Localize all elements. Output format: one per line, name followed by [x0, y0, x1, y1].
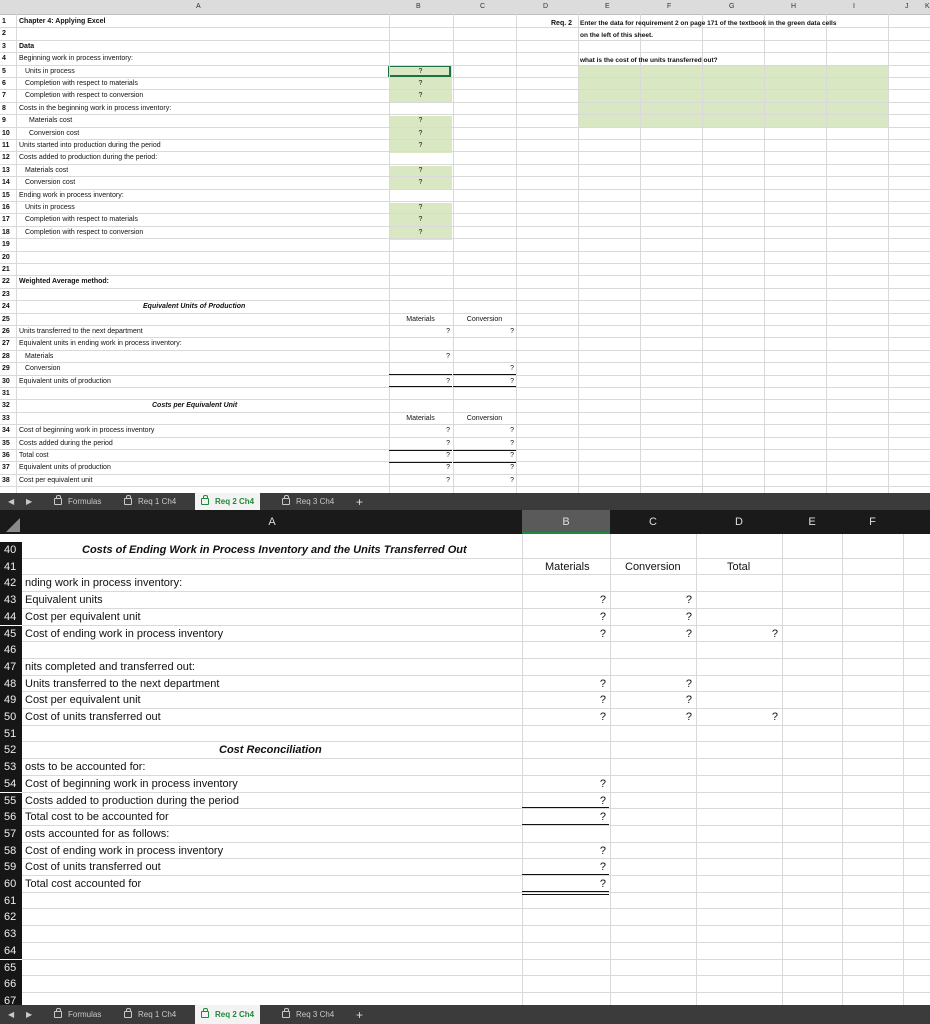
underline-b55: [522, 807, 609, 808]
row-label[interactable]: Chapter 4: Applying Excel: [19, 18, 106, 25]
row-number[interactable]: 8: [2, 104, 6, 112]
row-number[interactable]: 53: [0, 759, 22, 776]
row-number[interactable]: 22: [2, 278, 10, 286]
lock-icon: [54, 1011, 62, 1018]
gridline: [0, 201, 930, 202]
underline-b60b: [522, 894, 609, 895]
gridline: [0, 102, 930, 103]
lock-icon: [124, 498, 132, 505]
row-number[interactable]: 23: [2, 290, 10, 298]
row-label[interactable]: Materials: [25, 352, 54, 360]
row-number[interactable]: 32: [2, 402, 10, 410]
gridline: [0, 238, 930, 239]
top-sheet: [0, 0, 930, 493]
column-header[interactable]: F: [869, 516, 876, 528]
section-title: Costs of Ending Work in Process Inventory and the Units Transferred Out: [82, 544, 467, 556]
row-label[interactable]: Conversion cost: [29, 129, 80, 137]
row-number[interactable]: 41: [0, 559, 22, 576]
bottom-sheet: [0, 510, 930, 1005]
row-label[interactable]: Cost of units transferred out: [25, 711, 161, 723]
row-number[interactable]: 13: [2, 166, 10, 174]
column-header[interactable]: A: [268, 516, 276, 528]
row-label[interactable]: Conversion: [25, 365, 61, 373]
row-label[interactable]: Units transferred to the next department: [19, 328, 143, 335]
row-number[interactable]: 30: [2, 377, 10, 385]
row-label[interactable]: Equivalent units: [25, 594, 103, 607]
cell-c[interactable]: ?: [685, 677, 692, 690]
gridline: [16, 14, 17, 493]
row-number[interactable]: 60: [0, 876, 22, 893]
add-sheet-button[interactable]: +: [356, 494, 364, 509]
cell-c[interactable]: ?: [510, 476, 514, 484]
row-number[interactable]: 26: [2, 328, 10, 335]
row-label[interactable]: Completion with respect to conversion: [25, 228, 144, 236]
gridline: [22, 992, 930, 993]
gridline: [22, 959, 930, 960]
select-all-corner[interactable]: [0, 510, 22, 534]
gridline: [696, 534, 697, 1005]
cell-b[interactable]: ?: [599, 844, 606, 857]
row-number[interactable]: 27: [2, 340, 10, 348]
row-number[interactable]: 59: [0, 859, 22, 876]
gridline: [0, 65, 930, 66]
tab-label: Formulas: [68, 1010, 102, 1019]
row-number[interactable]: 7: [2, 92, 6, 100]
row-number[interactable]: 9: [2, 117, 6, 125]
row-label[interactable]: Equivalent units of production: [19, 377, 111, 385]
gridline: [0, 151, 930, 152]
row-label[interactable]: osts accounted for as follows:: [25, 827, 170, 840]
row-label[interactable]: Total cost: [19, 452, 49, 459]
gridline: [0, 251, 930, 252]
row-label[interactable]: Costs in the beginning work in process inventory:: [19, 104, 172, 112]
row-label[interactable]: Cost per equivalent unit: [25, 694, 141, 707]
cell-c[interactable]: ?: [510, 365, 514, 373]
cell-c[interactable]: ?: [685, 694, 692, 707]
cell-d[interactable]: ?: [771, 711, 778, 723]
lock-icon: [201, 498, 209, 505]
underline-c30: [453, 386, 516, 387]
row-number[interactable]: 17: [2, 216, 10, 224]
row-number[interactable]: 18: [2, 228, 10, 236]
row-label[interactable]: Units started into production during the period: [19, 142, 161, 149]
cell-c[interactable]: ?: [510, 328, 514, 335]
row-number[interactable]: 40: [0, 542, 22, 559]
header-conversion: Conversion: [625, 561, 681, 573]
gridline: [0, 412, 930, 413]
gridline: [640, 14, 641, 493]
gridline: [0, 313, 930, 314]
req-instruction-line1: Enter the data for requirement 2 on page 171 of the textbook in the green data cells: [580, 20, 837, 27]
tab-formulas[interactable]: [54, 1005, 101, 1024]
row-label[interactable]: Weighted Average method:: [19, 278, 109, 286]
row-number[interactable]: 63: [0, 926, 22, 943]
cell-d[interactable]: ?: [771, 627, 778, 640]
row-label[interactable]: nding work in process inventory:: [25, 577, 183, 590]
cell-c[interactable]: ?: [510, 439, 514, 447]
tab-formulas[interactable]: [54, 493, 101, 510]
row-number[interactable]: 56: [0, 809, 22, 826]
row-number[interactable]: 2: [2, 30, 6, 38]
tab-label: Req 2 Ch4: [215, 497, 255, 506]
column-header[interactable]: A: [196, 3, 201, 10]
row-label[interactable]: Costs added to production during the period:: [19, 154, 158, 162]
row-label[interactable]: Equivalent Units of Production: [143, 303, 246, 311]
row-number[interactable]: 34: [2, 427, 10, 435]
gridline: [22, 892, 930, 893]
column-header[interactable]: D: [543, 3, 549, 10]
underline-c35: [453, 450, 516, 451]
cell-b[interactable]: ?: [418, 92, 423, 100]
gridline: [0, 350, 930, 351]
row-number[interactable]: 3: [2, 42, 6, 50]
row-number[interactable]: 37: [2, 464, 10, 472]
gridline: [0, 300, 930, 301]
gridline: [0, 337, 930, 338]
row-number[interactable]: 45: [0, 626, 22, 643]
row-number[interactable]: 46: [0, 642, 22, 659]
row-number[interactable]: 6: [2, 80, 6, 87]
cell-b[interactable]: ?: [599, 594, 606, 607]
cell-b[interactable]: ?: [418, 179, 423, 187]
row-number[interactable]: 35: [2, 439, 10, 447]
gridline: [0, 226, 930, 227]
row-number[interactable]: 33: [2, 414, 10, 422]
column-header[interactable]: C: [649, 516, 657, 528]
req-instruction-line2: on the left of this sheet.: [580, 32, 653, 39]
cell-b[interactable]: ?: [446, 377, 450, 385]
underline-b56: [522, 824, 609, 825]
gridline: [0, 40, 930, 41]
row-label[interactable]: Costs added during the period: [19, 439, 113, 447]
underline-b35: [389, 450, 452, 451]
cell-b[interactable]: ?: [418, 228, 423, 236]
cell-c[interactable]: ?: [685, 627, 692, 640]
row-label[interactable]: Completion with respect to materials: [25, 80, 138, 87]
cell-b[interactable]: ?: [418, 216, 423, 224]
gridline: [0, 213, 930, 214]
tab-req3-ch4[interactable]: [282, 1005, 334, 1024]
underline-b36: [389, 462, 452, 463]
cell-b[interactable]: ?: [599, 777, 606, 790]
tab-label: Req 3 Ch4: [296, 497, 335, 506]
row-label[interactable]: Data: [19, 42, 35, 50]
row-label[interactable]: Units in process: [25, 67, 75, 75]
gridline: [22, 942, 930, 943]
cell-b[interactable]: ?: [418, 117, 423, 125]
row-label[interactable]: Cost per equivalent unit: [25, 610, 141, 623]
cell-b[interactable]: ?: [599, 861, 606, 874]
cell-b[interactable]: ?: [446, 464, 450, 472]
column-header[interactable]: I: [853, 3, 855, 10]
tab-label: Req 1 Ch4: [138, 1010, 177, 1019]
column-header[interactable]: H: [791, 3, 797, 10]
gridline: [22, 741, 930, 742]
cell-b[interactable]: ?: [418, 67, 423, 75]
underline-b60a: [522, 891, 609, 892]
cell-b[interactable]: ?: [599, 694, 606, 707]
cell-c[interactable]: ?: [685, 610, 692, 623]
gridline: [0, 189, 930, 190]
row-number[interactable]: 64: [0, 943, 22, 960]
column-header[interactable]: B: [522, 510, 610, 534]
cell-c[interactable]: Conversion: [466, 315, 503, 323]
gridline: [0, 362, 930, 363]
cell-b[interactable]: ?: [446, 427, 450, 435]
row-label[interactable]: Cost of beginning work in process inventory: [19, 427, 155, 435]
row-number[interactable]: 14: [2, 179, 10, 187]
gridline: [578, 14, 579, 493]
gridline: [22, 975, 930, 976]
row-number[interactable]: 24: [2, 303, 10, 311]
row-label[interactable]: Costs added to production during the period: [25, 794, 240, 807]
gridline: [22, 925, 930, 926]
lock-icon: [54, 498, 62, 505]
add-sheet-button[interactable]: +: [356, 1007, 364, 1022]
gridline: [0, 77, 930, 78]
row-number[interactable]: 62: [0, 909, 22, 926]
gridline: [516, 14, 517, 493]
row-label[interactable]: Ending work in process inventory:: [19, 191, 124, 199]
row-number[interactable]: 38: [2, 476, 10, 484]
cell-c[interactable]: ?: [510, 452, 514, 459]
row-label[interactable]: Equivalent units of production: [19, 464, 111, 472]
lock-icon: [282, 498, 290, 505]
row-label[interactable]: Materials cost: [29, 117, 73, 125]
underline-b29: [389, 374, 452, 375]
row-number[interactable]: 11: [2, 142, 10, 149]
tab-label: Req 1 Ch4: [138, 497, 177, 506]
tab-req3-ch4[interactable]: [282, 493, 334, 510]
row-number[interactable]: 36: [2, 452, 10, 459]
column-header[interactable]: D: [735, 516, 743, 528]
gridline: [0, 263, 930, 264]
row-number[interactable]: 58: [0, 843, 22, 860]
row-number[interactable]: 48: [0, 676, 22, 693]
gridline: [22, 758, 930, 759]
cell-b[interactable]: ?: [418, 204, 423, 211]
row-number[interactable]: 1: [2, 18, 6, 25]
gridline: [0, 486, 930, 487]
row-label[interactable]: Equivalent units in ending work in process inventory:: [19, 340, 182, 348]
row-number[interactable]: 57: [0, 826, 22, 843]
lock-icon: [201, 1011, 209, 1018]
row-number[interactable]: 43: [0, 592, 22, 609]
underline-b59: [522, 874, 609, 875]
row-number[interactable]: 16: [2, 204, 10, 211]
row-number[interactable]: 20: [2, 253, 10, 261]
tab-req2-ch4[interactable]: [195, 493, 260, 510]
cell-b[interactable]: ?: [446, 328, 450, 335]
gridline: [702, 14, 703, 493]
cell-b[interactable]: ?: [446, 476, 450, 484]
row-number[interactable]: 15: [2, 191, 10, 199]
row-label[interactable]: Completion with respect to materials: [25, 216, 138, 224]
gridline: [842, 534, 843, 1005]
cell-b[interactable]: ?: [599, 878, 606, 890]
row-number[interactable]: 47: [0, 659, 22, 676]
row-number[interactable]: 50: [0, 709, 22, 726]
gridline: [0, 139, 930, 140]
gridline: [0, 164, 930, 165]
gridline: [826, 14, 827, 493]
cell-c[interactable]: ?: [685, 594, 692, 607]
gridline: [0, 127, 930, 128]
row-number[interactable]: 29: [2, 365, 10, 373]
column-header[interactable]: J: [905, 3, 909, 10]
gridline: [0, 325, 930, 326]
row-label[interactable]: Cost per equivalent unit: [19, 476, 93, 484]
cell-b[interactable]: ?: [599, 711, 606, 723]
row-number[interactable]: 5: [2, 67, 6, 75]
column-header[interactable]: C: [480, 3, 486, 10]
cell-c[interactable]: ?: [685, 711, 692, 723]
column-header[interactable]: B: [416, 3, 421, 10]
row-label[interactable]: Costs per Equivalent Unit: [152, 402, 238, 410]
tab-label: Req 2 Ch4: [215, 1010, 255, 1019]
tab-nav-next[interactable]: ▶: [26, 497, 33, 506]
cell-c[interactable]: Conversion: [466, 414, 503, 422]
lock-icon: [124, 1011, 132, 1018]
row-label[interactable]: Beginning work in process inventory:: [19, 55, 134, 63]
cell-b[interactable]: ?: [599, 811, 606, 824]
row-number[interactable]: 42: [0, 575, 22, 592]
tab-req1-ch4[interactable]: [124, 493, 176, 510]
cell-b[interactable]: ?: [599, 610, 606, 623]
row-number[interactable]: 51: [0, 726, 22, 743]
gridline: [888, 14, 889, 493]
green-answer-area[interactable]: [578, 66, 888, 128]
row-label[interactable]: Completion with respect to conversion: [25, 92, 144, 100]
underline-b30: [389, 386, 452, 387]
row-number[interactable]: 49: [0, 692, 22, 709]
cell-b[interactable]: Materials: [406, 414, 435, 422]
lock-icon: [282, 1011, 290, 1018]
row-label[interactable]: Total cost to be accounted for: [25, 811, 169, 824]
cell-b[interactable]: ?: [418, 80, 423, 87]
row-label[interactable]: osts to be accounted for:: [25, 761, 146, 774]
sheet-tab-bar-bottom: [0, 1005, 930, 1024]
gridline: [0, 275, 930, 276]
cell-c[interactable]: ?: [510, 464, 514, 472]
cell-b[interactable]: ?: [599, 794, 606, 807]
row-label[interactable]: Materials cost: [25, 166, 69, 174]
underline-c36: [453, 462, 516, 463]
row-number[interactable]: 55: [0, 793, 22, 810]
gridline: [0, 52, 930, 53]
cell-b[interactable]: ?: [446, 452, 450, 459]
column-header[interactable]: F: [667, 3, 672, 10]
row-label[interactable]: Conversion cost: [25, 179, 76, 187]
row-number[interactable]: 28: [2, 352, 10, 360]
row-number[interactable]: 65: [0, 960, 22, 977]
cell-b[interactable]: ?: [418, 142, 423, 149]
sheet-tab-bar-top: [0, 493, 930, 510]
question-text: what is the cost of the units transferred out?: [580, 57, 718, 64]
row-number[interactable]: 4: [2, 55, 6, 63]
row-number[interactable]: 66: [0, 976, 22, 993]
gridline: [0, 176, 930, 177]
tab-nav-prev[interactable]: ◀: [8, 497, 15, 506]
gridline: [764, 14, 765, 493]
tab-req2-ch4[interactable]: [195, 1005, 260, 1024]
gridline: [22, 908, 930, 909]
gridline: [0, 399, 930, 400]
gridline: [903, 534, 904, 1005]
row-label[interactable]: Cost of units transferred out: [25, 861, 161, 874]
row-number[interactable]: 67: [0, 993, 22, 1005]
cell-c[interactable]: ?: [510, 377, 514, 385]
cell-b[interactable]: ?: [446, 352, 450, 360]
req-label: Req. 2: [551, 20, 573, 27]
row-label[interactable]: Units in process: [25, 204, 75, 211]
row-label[interactable]: nits completed and transferred out:: [25, 660, 195, 673]
tab-req1-ch4[interactable]: [124, 1005, 176, 1024]
row-number[interactable]: 31: [2, 390, 10, 397]
gridline: [0, 474, 930, 475]
gridline: [0, 89, 930, 90]
header-materials: Materials: [545, 561, 590, 573]
row-number[interactable]: 12: [2, 154, 10, 162]
row-number[interactable]: 61: [0, 893, 22, 910]
gridline: [0, 288, 930, 289]
tab-nav-prev[interactable]: ◀: [8, 1010, 15, 1019]
gridline: [782, 534, 783, 1005]
cell-b[interactable]: Materials: [406, 315, 435, 323]
cell-c[interactable]: ?: [510, 427, 514, 435]
row-number[interactable]: 52: [0, 742, 22, 759]
header-total: Total: [727, 561, 751, 573]
row-label[interactable]: Units transferred to the next department: [25, 677, 220, 690]
row-label[interactable]: Cost of ending work in process inventory: [25, 844, 224, 857]
cell-b[interactable]: ?: [418, 129, 423, 137]
column-header[interactable]: E: [808, 516, 816, 528]
cell-b[interactable]: ?: [599, 627, 606, 640]
gridline: [0, 437, 930, 438]
cost-reconciliation-title: Cost Reconciliation: [219, 744, 322, 756]
column-header[interactable]: K: [925, 3, 930, 10]
row-label[interactable]: Cost of ending work in process inventory: [25, 627, 224, 640]
tab-label: Formulas: [68, 497, 102, 506]
underline-c29: [453, 374, 516, 375]
gridline: [0, 387, 930, 388]
column-header[interactable]: G: [729, 3, 735, 10]
row-number[interactable]: 10: [2, 129, 10, 137]
row-number[interactable]: 21: [2, 266, 10, 273]
tab-nav-next[interactable]: ▶: [26, 1010, 33, 1019]
tab-label: Req 3 Ch4: [296, 1010, 335, 1019]
column-header[interactable]: E: [605, 3, 610, 10]
row-number[interactable]: 19: [2, 241, 10, 249]
gridline: [0, 424, 930, 425]
cell-b[interactable]: ?: [418, 166, 423, 174]
row-number[interactable]: 44: [0, 609, 22, 626]
gridline: [0, 114, 930, 115]
row-label[interactable]: Cost of beginning work in process inventory: [25, 777, 238, 790]
cell-b[interactable]: ?: [599, 677, 606, 690]
row-label[interactable]: Total cost accounted for: [25, 878, 142, 890]
row-number[interactable]: 54: [0, 776, 22, 793]
cell-b[interactable]: ?: [446, 439, 450, 447]
row-number[interactable]: 25: [2, 315, 10, 323]
gridline: [22, 608, 930, 609]
